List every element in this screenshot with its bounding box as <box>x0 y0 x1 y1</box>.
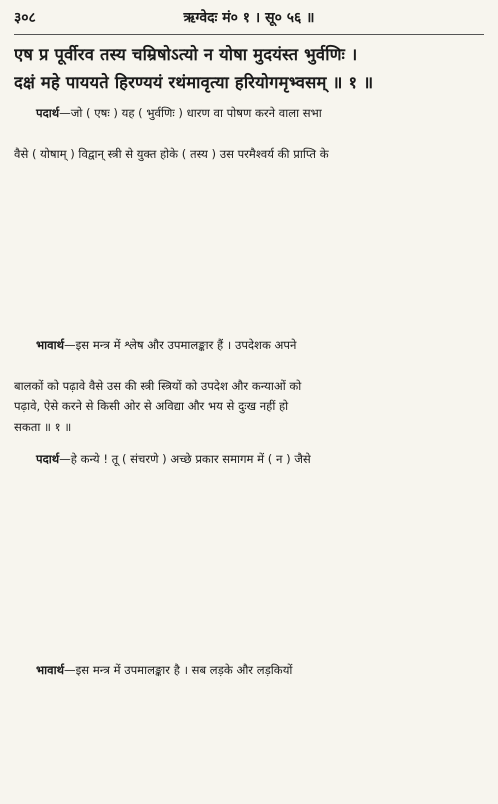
padartha-2-line <box>14 511 484 532</box>
padartha-1-line: वैसे ( योषाम् ) विद्वान् स्त्री से युक्त होके ( तस्य ) उस परमैश्वर्य की प्राप्ति के <box>14 147 329 161</box>
padartha-2-line: —हे कन्ये ! तू ( संचरणे ) अच्छे प्रकार समागम में ( न ) जैसे <box>59 452 311 466</box>
padartha-1 <box>14 103 484 329</box>
padartha-2-line <box>14 531 484 552</box>
padartha-2-line <box>14 634 484 655</box>
bhavartha-1-line: —इस मन्त्र में श्लेष और उपमालङ्कार हैं । उपदेशक अपने <box>64 337 297 352</box>
padartha-2-line <box>14 593 484 614</box>
padartha-2-line <box>14 552 484 573</box>
padartha-2-line <box>14 490 484 511</box>
bhavartha-1-line: पढ़ावे, ऐसे करने से किसी ओर से अविद्या और भय से दुःख नहीं हो <box>14 399 289 413</box>
padartha-1-line <box>14 185 484 206</box>
bhavartha-2 <box>14 660 484 722</box>
padartha-1-line <box>14 165 484 186</box>
padartha-1-line <box>14 226 484 247</box>
bhavartha-label: भावार्थ <box>36 337 65 352</box>
padartha-1-line <box>14 267 484 288</box>
page-header <box>14 8 484 35</box>
page-title: ऋग्वेदः मं० १ । सू० ५६ ॥ <box>183 10 315 26</box>
mantra-1 <box>14 41 484 97</box>
bhavartha-1 <box>14 335 484 438</box>
padartha-1-line <box>14 124 484 145</box>
bhavartha-2-line <box>14 701 484 722</box>
mantra-1-line-1: एष प्र पूर्वीरव तस्य चम्रिषोऽत्यो न योषा मुदयंस्त भुर्वणिः । <box>14 45 358 64</box>
padartha-1-line <box>14 247 484 268</box>
bhavartha-label: भावार्थ <box>36 663 65 677</box>
padartha-1-line: —जो ( एषः ) यह ( भुर्वणिः ) धारण वा पोषण करने वाला सभा <box>59 106 322 120</box>
bhavartha-1-line: सकता ॥ १ ॥ <box>14 419 72 434</box>
padartha-1-line <box>14 288 484 309</box>
bhavartha-1-line: बालकों को पढ़ावे वैसे उस की स्त्री स्त्रियों को उपदेश और कन्याओं को <box>14 378 302 393</box>
padartha-1-line <box>14 308 484 329</box>
bhavartha-1-line <box>14 355 484 376</box>
padartha-1-line <box>14 206 484 227</box>
padartha-2-line <box>14 470 484 491</box>
padartha-2 <box>14 449 484 654</box>
bhavartha-2-line: —इस मन्त्र में उपमालङ्कार है । सब लड़के और लड़कियों <box>64 663 293 677</box>
padartha-2-line <box>14 613 484 634</box>
padartha-label: पदार्थ <box>36 452 60 466</box>
mantra-1-line-2: दक्षं महे पाययते हिरण्ययं रथंमावृत्या हरियोगमृभ्वसम् ॥ १ ॥ <box>14 73 374 92</box>
padartha-label: पदार्थ <box>36 106 60 120</box>
padartha-2-line <box>14 572 484 593</box>
bhavartha-2-line <box>14 681 484 702</box>
page-number: ३०८ <box>14 10 36 26</box>
